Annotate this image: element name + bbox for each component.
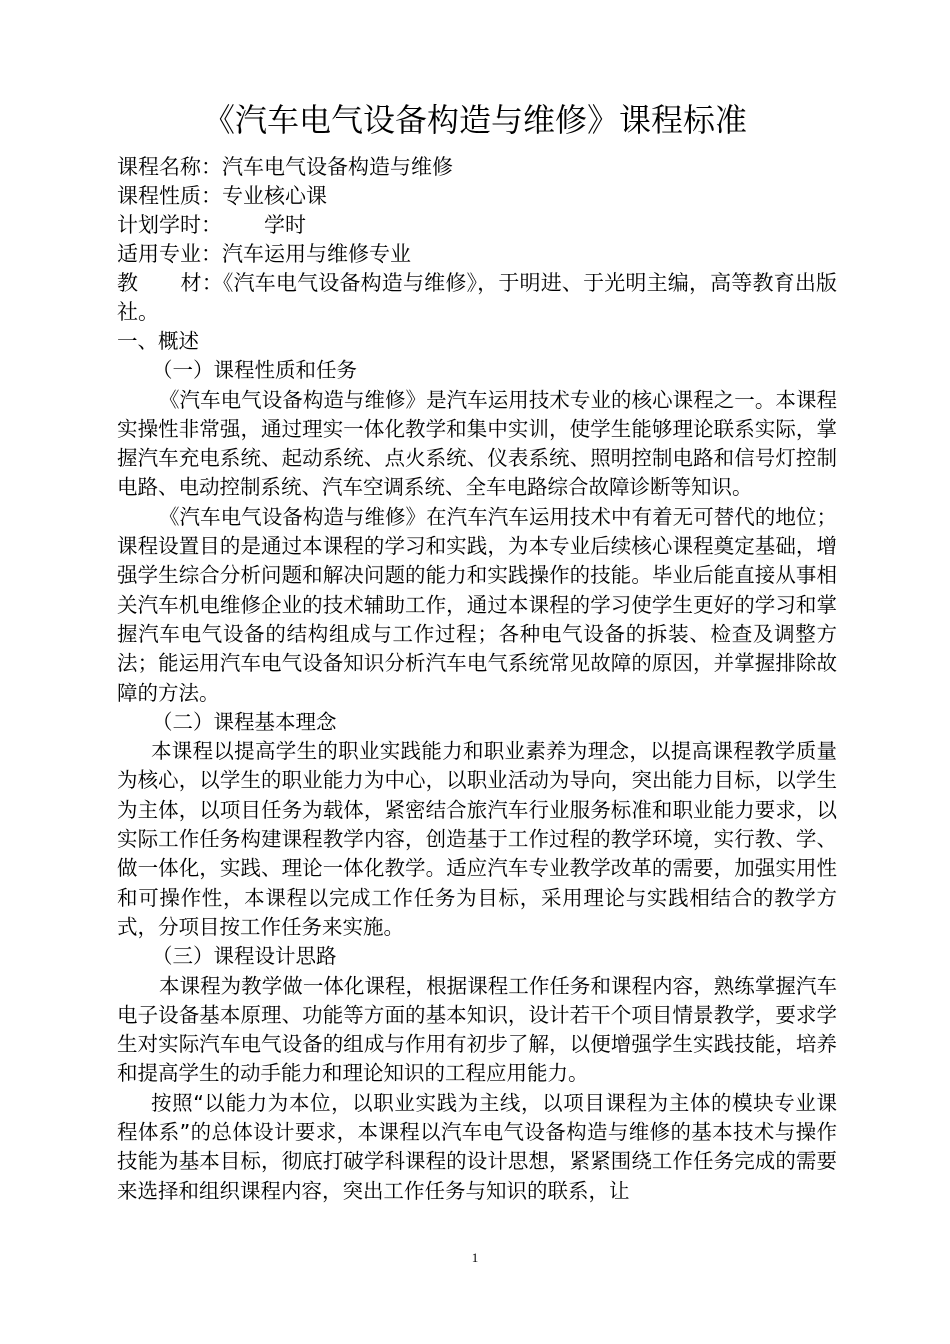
textbook-row [117, 269, 837, 327]
course-nature-row [117, 182, 837, 211]
applicable-major-row [117, 240, 837, 269]
textbook-label: 教 材： [117, 271, 223, 295]
course-name-row [117, 153, 837, 182]
subsection-heading-basic-concept: （二）课程基本理念 [152, 709, 337, 734]
applicable-major-value: 汽车运用与维修专业 [222, 242, 411, 266]
paragraph-basic-concept: 本课程以提高学生的职业实践能力和职业素养为理念，以提高课程教学质量为核心，以学生的职业能力为中心，以职业活动为导向，突出能力目标，以学生为主体，以项目任务为载体，紧密结合旅汽车行业服务标准和职业能力要求，以实际工作任务构建课程教学内容，创造基于工作过程的教学环境，实行教、学、做一体化，实践、理论一体化教学。适应汽车专业教学改革的需要，加强实用性和可操作性，本课程以完成工作任务为目标，采用理论与实践相结合的教学方式，分项目按工作任务来实施。 [117, 739, 837, 939]
paragraph-design-idea-2: 按照“以能力为本位，以职业实践为主线，以项目课程为主体的模块专业课程体系”的总体设计要求，本课程以汽车电气设备构造与维修的基本技术与操作技能为基本目标，彻底打破学科课程的设计思想，紧紧围绕工作任务完成的需要来选择和组织课程内容，突出工作任务与知识的联系，让 [117, 1090, 837, 1203]
paragraph-design-idea-1: 本课程为教学做一体化课程，根据课程工作任务和课程内容，熟练掌握汽车电子设备基本原理、功能等方面的基本知识，设计若干个项目情景教学，要求学生对实际汽车电气设备的组成与作用有初步了解，以便增强学生实践技能，培养和提高学生的动手能力和理论知识的工程应用能力。 [117, 973, 837, 1086]
course-nature-value: 专业核心课 [222, 184, 327, 208]
applicable-major-label: 适用专业： [117, 242, 222, 266]
paragraph-nature-2: 《汽车电气设备构造与维修》在汽车汽车运用技术中有着无可替代的地位；课程设置目的是通过本课程的学习和实践，为本专业后续核心课程奠定基础，增强学生综合分析问题和解决问题的能力和实践操作的技能。毕业后能直接从事相关汽车机电维修企业的技术辅助工作，通过本课程的学习使学生更好的学习和掌握汽车电气设备的结构组成与工作过程；各种电气设备的拆装、检查及调整方法；能运用汽车电气设备知识分析汽车电气系统常见故障的原因，并掌握排除故障的方法。 [117, 504, 837, 705]
page-number: 1 [471, 1250, 479, 1265]
course-name-value: 汽车电气设备构造与维修 [222, 155, 453, 179]
course-name-label: 课程名称： [117, 155, 222, 179]
paragraph-nature-1: 《汽车电气设备构造与维修》是汽车运用技术专业的核心课程之一。本课程实操性非常强，通过理实一体化教学和集中实训，使学生能够理论联系实际，掌握汽车充电系统、起动系统、点火系统、仪表系统、照明控制电路和信号灯控制电路、电动控制系统、汽车空调系统、全车电路综合故障诊断等知识。 [117, 387, 837, 500]
course-nature-label: 课程性质： [117, 184, 222, 208]
course-meta [117, 153, 837, 327]
section-heading-overview: 一、概述 [117, 329, 199, 353]
planned-hours-label: 计划学时： [117, 213, 222, 237]
planned-hours-value: 学时 [264, 213, 306, 237]
planned-hours-row [117, 211, 837, 240]
subsection-heading-design-idea: （三）课程设计思路 [152, 944, 337, 969]
textbook-value: 《汽车电气设备构造与维修》，于明进、于光明主编，高等教育出版社。 [117, 271, 838, 324]
document-title: 《汽车电气设备构造与维修》课程标准 [202, 101, 747, 139]
subsection-heading-nature-and-tasks: （一）课程性质和任务 [152, 358, 357, 383]
document-body [117, 327, 837, 1206]
